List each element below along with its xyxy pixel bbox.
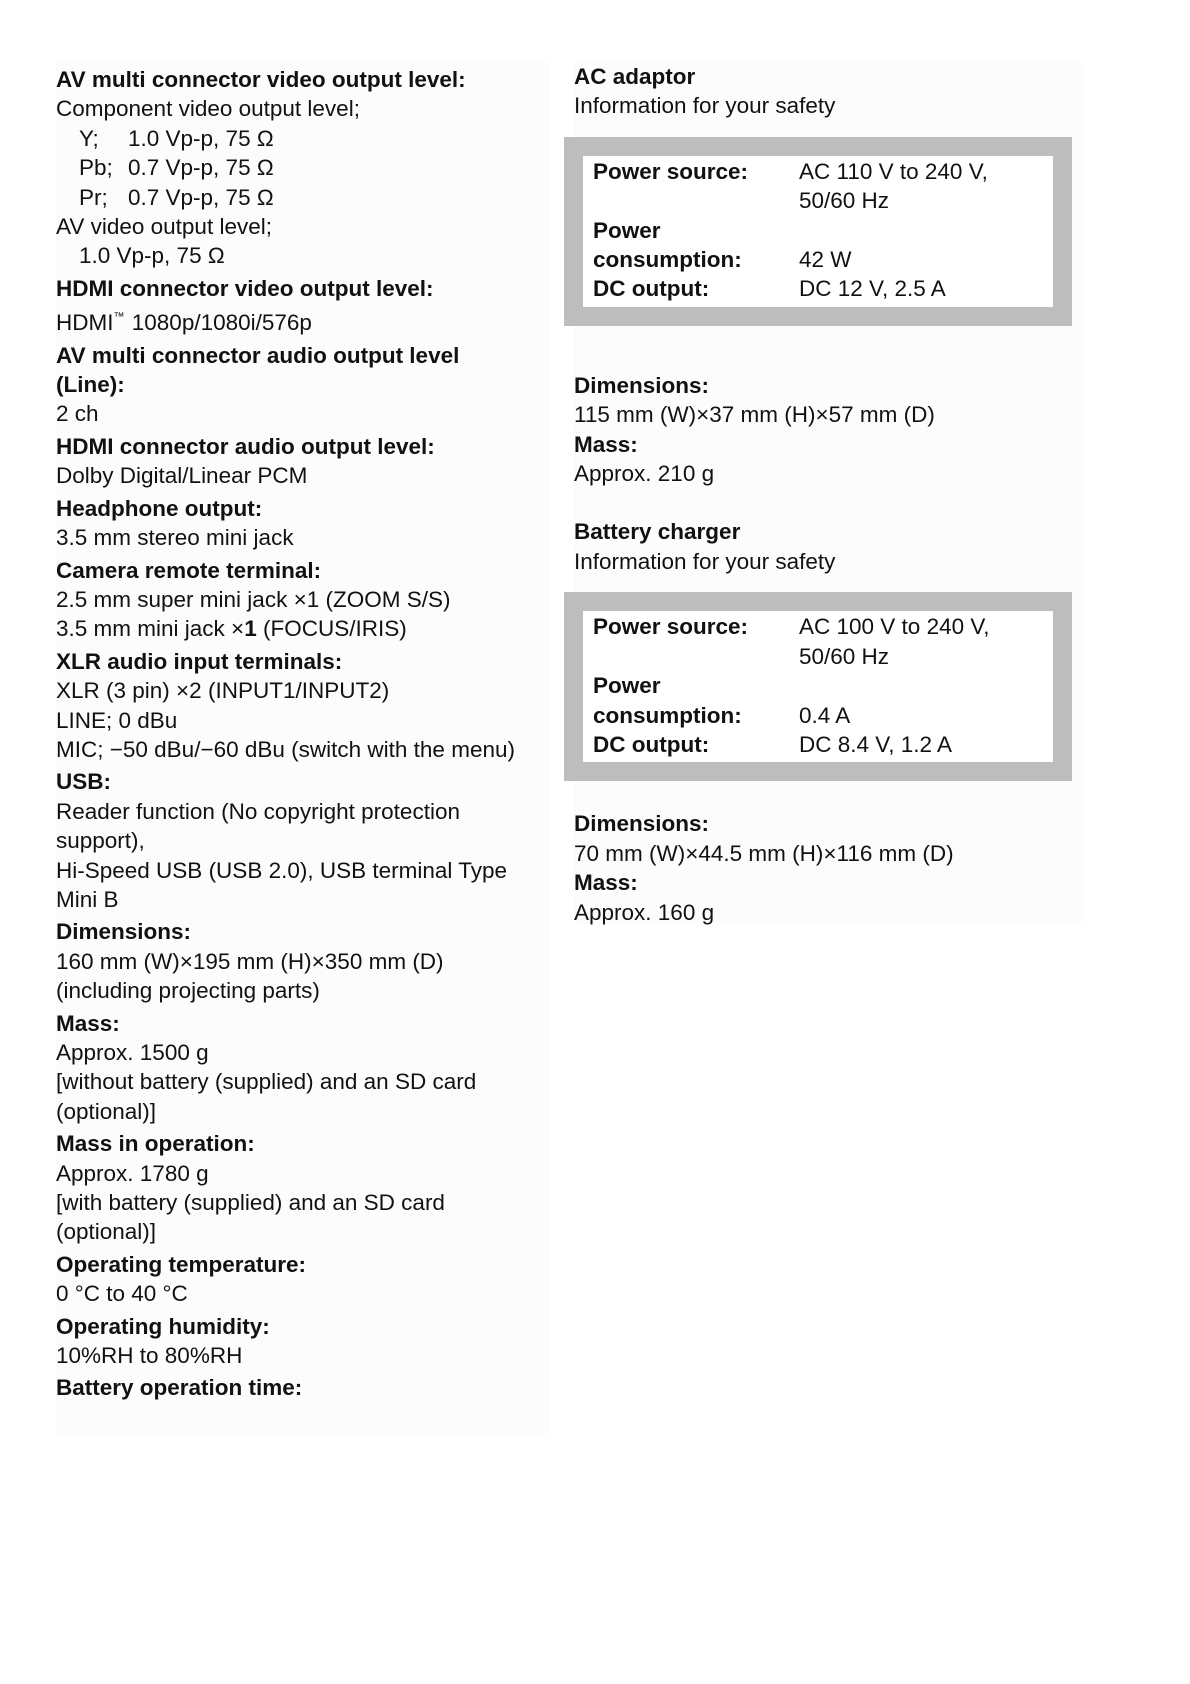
dimensions-note: (including projecting parts) — [56, 978, 320, 1004]
mass-operation-heading: Mass in operation: — [56, 1131, 255, 1157]
av-video-label: AV video output level; — [56, 214, 272, 240]
hdmi-audio-heading: HDMI connector audio output level: — [56, 433, 435, 459]
xlr-line: LINE; 0 dBu — [56, 707, 178, 733]
mass-heading: Mass: — [56, 1010, 120, 1036]
spec-row-power-source — [593, 157, 1053, 186]
channel-value: 0.7 Vp-p, 75 Ω — [128, 184, 274, 210]
av-video-value: 1.0 Vp-p, 75 Ω — [79, 243, 225, 269]
spec-label: DC output: — [593, 731, 710, 757]
temperature-heading: Operating temperature: — [56, 1251, 307, 1277]
camera-jack-text: 3.5 mm mini jack × — [56, 616, 245, 642]
spec-label: Power source: — [593, 158, 749, 184]
hdmi-word: HDMI — [56, 310, 114, 336]
headphone-heading: Headphone output: — [56, 495, 263, 521]
dimensions-value: 160 mm (W)×195 mm (H)×350 mm (D) — [56, 948, 444, 974]
component-row-pr — [56, 183, 550, 212]
spec-value: 0.4 A — [799, 702, 851, 728]
camera-remote-line — [56, 614, 550, 643]
spec-value: 50/60 Hz — [799, 643, 890, 669]
hdmi-formats: 1080p/1080i/576p — [131, 310, 312, 336]
mass-operation-note: [with battery (supplied) and an SD card — [56, 1190, 445, 1216]
spec-row-dc-output — [593, 730, 1053, 759]
spec-value: 42 W — [799, 247, 852, 273]
channel-value: 0.7 Vp-p, 75 Ω — [128, 155, 274, 181]
xlr-heading: XLR audio input terminals: — [56, 648, 343, 674]
humidity-value: 10%RH to 80%RH — [56, 1343, 243, 1369]
component-label: Component video output level; — [56, 96, 360, 122]
spec-value: DC 12 V, 2.5 A — [799, 276, 946, 302]
usb-heading: USB: — [56, 769, 111, 795]
charger-subtitle: Information for your safety — [574, 548, 836, 574]
temperature-value: 0 °C to 40 °C — [56, 1281, 188, 1307]
headphone-value: 3.5 mm stereo mini jack — [56, 525, 294, 551]
charger-dimensions-heading: Dimensions: — [574, 811, 710, 837]
charger-mass-heading: Mass: — [574, 870, 638, 896]
charger-mass-value: Approx. 160 g — [574, 899, 715, 925]
usb-line: Reader function (No copyright protection — [56, 798, 460, 824]
spec-row-power-source-cont — [593, 642, 1053, 671]
mass-note: [without battery (supplied) and an SD card — [56, 1069, 477, 1095]
spec-value: AC 110 V to 240 V, — [799, 158, 988, 184]
mass-operation-note: (optional)] — [56, 1219, 157, 1245]
hdmi-audio-value: Dolby Digital/Linear PCM — [56, 463, 308, 489]
spec-label: Power source: — [593, 614, 749, 640]
usb-line: Hi-Speed USB (USB 2.0), USB terminal Type — [56, 857, 508, 883]
spec-row-power-source-cont — [593, 186, 1053, 215]
camera-jack-count: 1 — [244, 616, 257, 642]
spec-row-consumption — [593, 671, 1053, 700]
av-video-heading: AV multi connector video output level: — [56, 67, 466, 92]
camera-jack-function: (FOCUS/IRIS) — [256, 616, 407, 642]
xlr-line: XLR (3 pin) ×2 (INPUT1/INPUT2) — [56, 678, 390, 704]
charger-title: Battery charger — [574, 519, 741, 545]
channel-label: Y; — [79, 125, 99, 151]
spec-label: consumption: — [593, 247, 742, 273]
av-audio-heading: AV multi connector audio output level — [56, 342, 460, 368]
component-row-pb — [56, 153, 550, 182]
ac-adaptor-subtitle: Information for your safety — [574, 93, 836, 119]
channel-value: 1.0 Vp-p, 75 Ω — [128, 125, 274, 151]
charger-spec-box — [564, 592, 1072, 781]
spec-row-consumption — [593, 216, 1053, 245]
charger-dimensions-value: 70 mm (W)×44.5 mm (H)×116 mm (D) — [574, 840, 954, 866]
spec-row-dc-output — [593, 274, 1053, 303]
component-row-y — [56, 124, 550, 153]
left-column — [56, 62, 550, 1434]
dimensions-heading: Dimensions: — [56, 919, 192, 945]
usb-line: Mini B — [56, 886, 119, 912]
xlr-line: MIC; −50 dBu/−60 dBu (switch with the menu) — [56, 736, 515, 762]
ac-adaptor-dimensions-heading: Dimensions: — [574, 372, 710, 398]
hdmi-video-heading: HDMI connector video output level: — [56, 275, 434, 301]
ac-adaptor-mass-value: Approx. 210 g — [574, 461, 715, 487]
spec-value: AC 100 V to 240 V, — [799, 614, 990, 640]
channel-label: Pb; — [79, 155, 113, 181]
camera-remote-heading: Camera remote terminal: — [56, 557, 322, 583]
ac-adaptor-title: AC adaptor — [574, 64, 696, 89]
ac-adaptor-dimensions-value: 115 mm (W)×37 mm (H)×57 mm (D) — [574, 402, 935, 428]
spec-row-consumption-cont — [593, 245, 1053, 274]
mass-operation-value: Approx. 1780 g — [56, 1160, 209, 1186]
spec-value: 50/60 Hz — [799, 188, 890, 214]
ac-adaptor-spec-box — [564, 137, 1072, 326]
spec-label: consumption: — [593, 702, 742, 728]
usb-line: support), — [56, 828, 145, 854]
truncated-line — [56, 1403, 550, 1411]
channel-label: Pr; — [79, 184, 108, 210]
humidity-heading: Operating humidity: — [56, 1313, 270, 1339]
av-audio-value: 2 ch — [56, 401, 99, 427]
spec-row-power-source — [593, 612, 1053, 641]
ac-adaptor-mass-heading: Mass: — [574, 431, 638, 457]
spec-label: Power — [593, 217, 661, 243]
spec-label: Power — [593, 673, 661, 699]
mass-note: (optional)] — [56, 1098, 157, 1124]
hdmi-video-value — [56, 303, 550, 337]
right-column — [574, 62, 1084, 924]
spec-label: DC output: — [593, 276, 710, 302]
av-audio-heading-cont: (Line): — [56, 372, 125, 398]
trademark-symbol: ™ — [113, 311, 125, 324]
mass-value: Approx. 1500 g — [56, 1040, 209, 1065]
spec-value: DC 8.4 V, 1.2 A — [799, 731, 953, 757]
battery-time-heading: Battery operation time: — [56, 1375, 303, 1401]
spec-row-consumption-cont — [593, 701, 1053, 730]
camera-remote-line: 2.5 mm super mini jack ×1 (ZOOM S/S) — [56, 586, 451, 612]
